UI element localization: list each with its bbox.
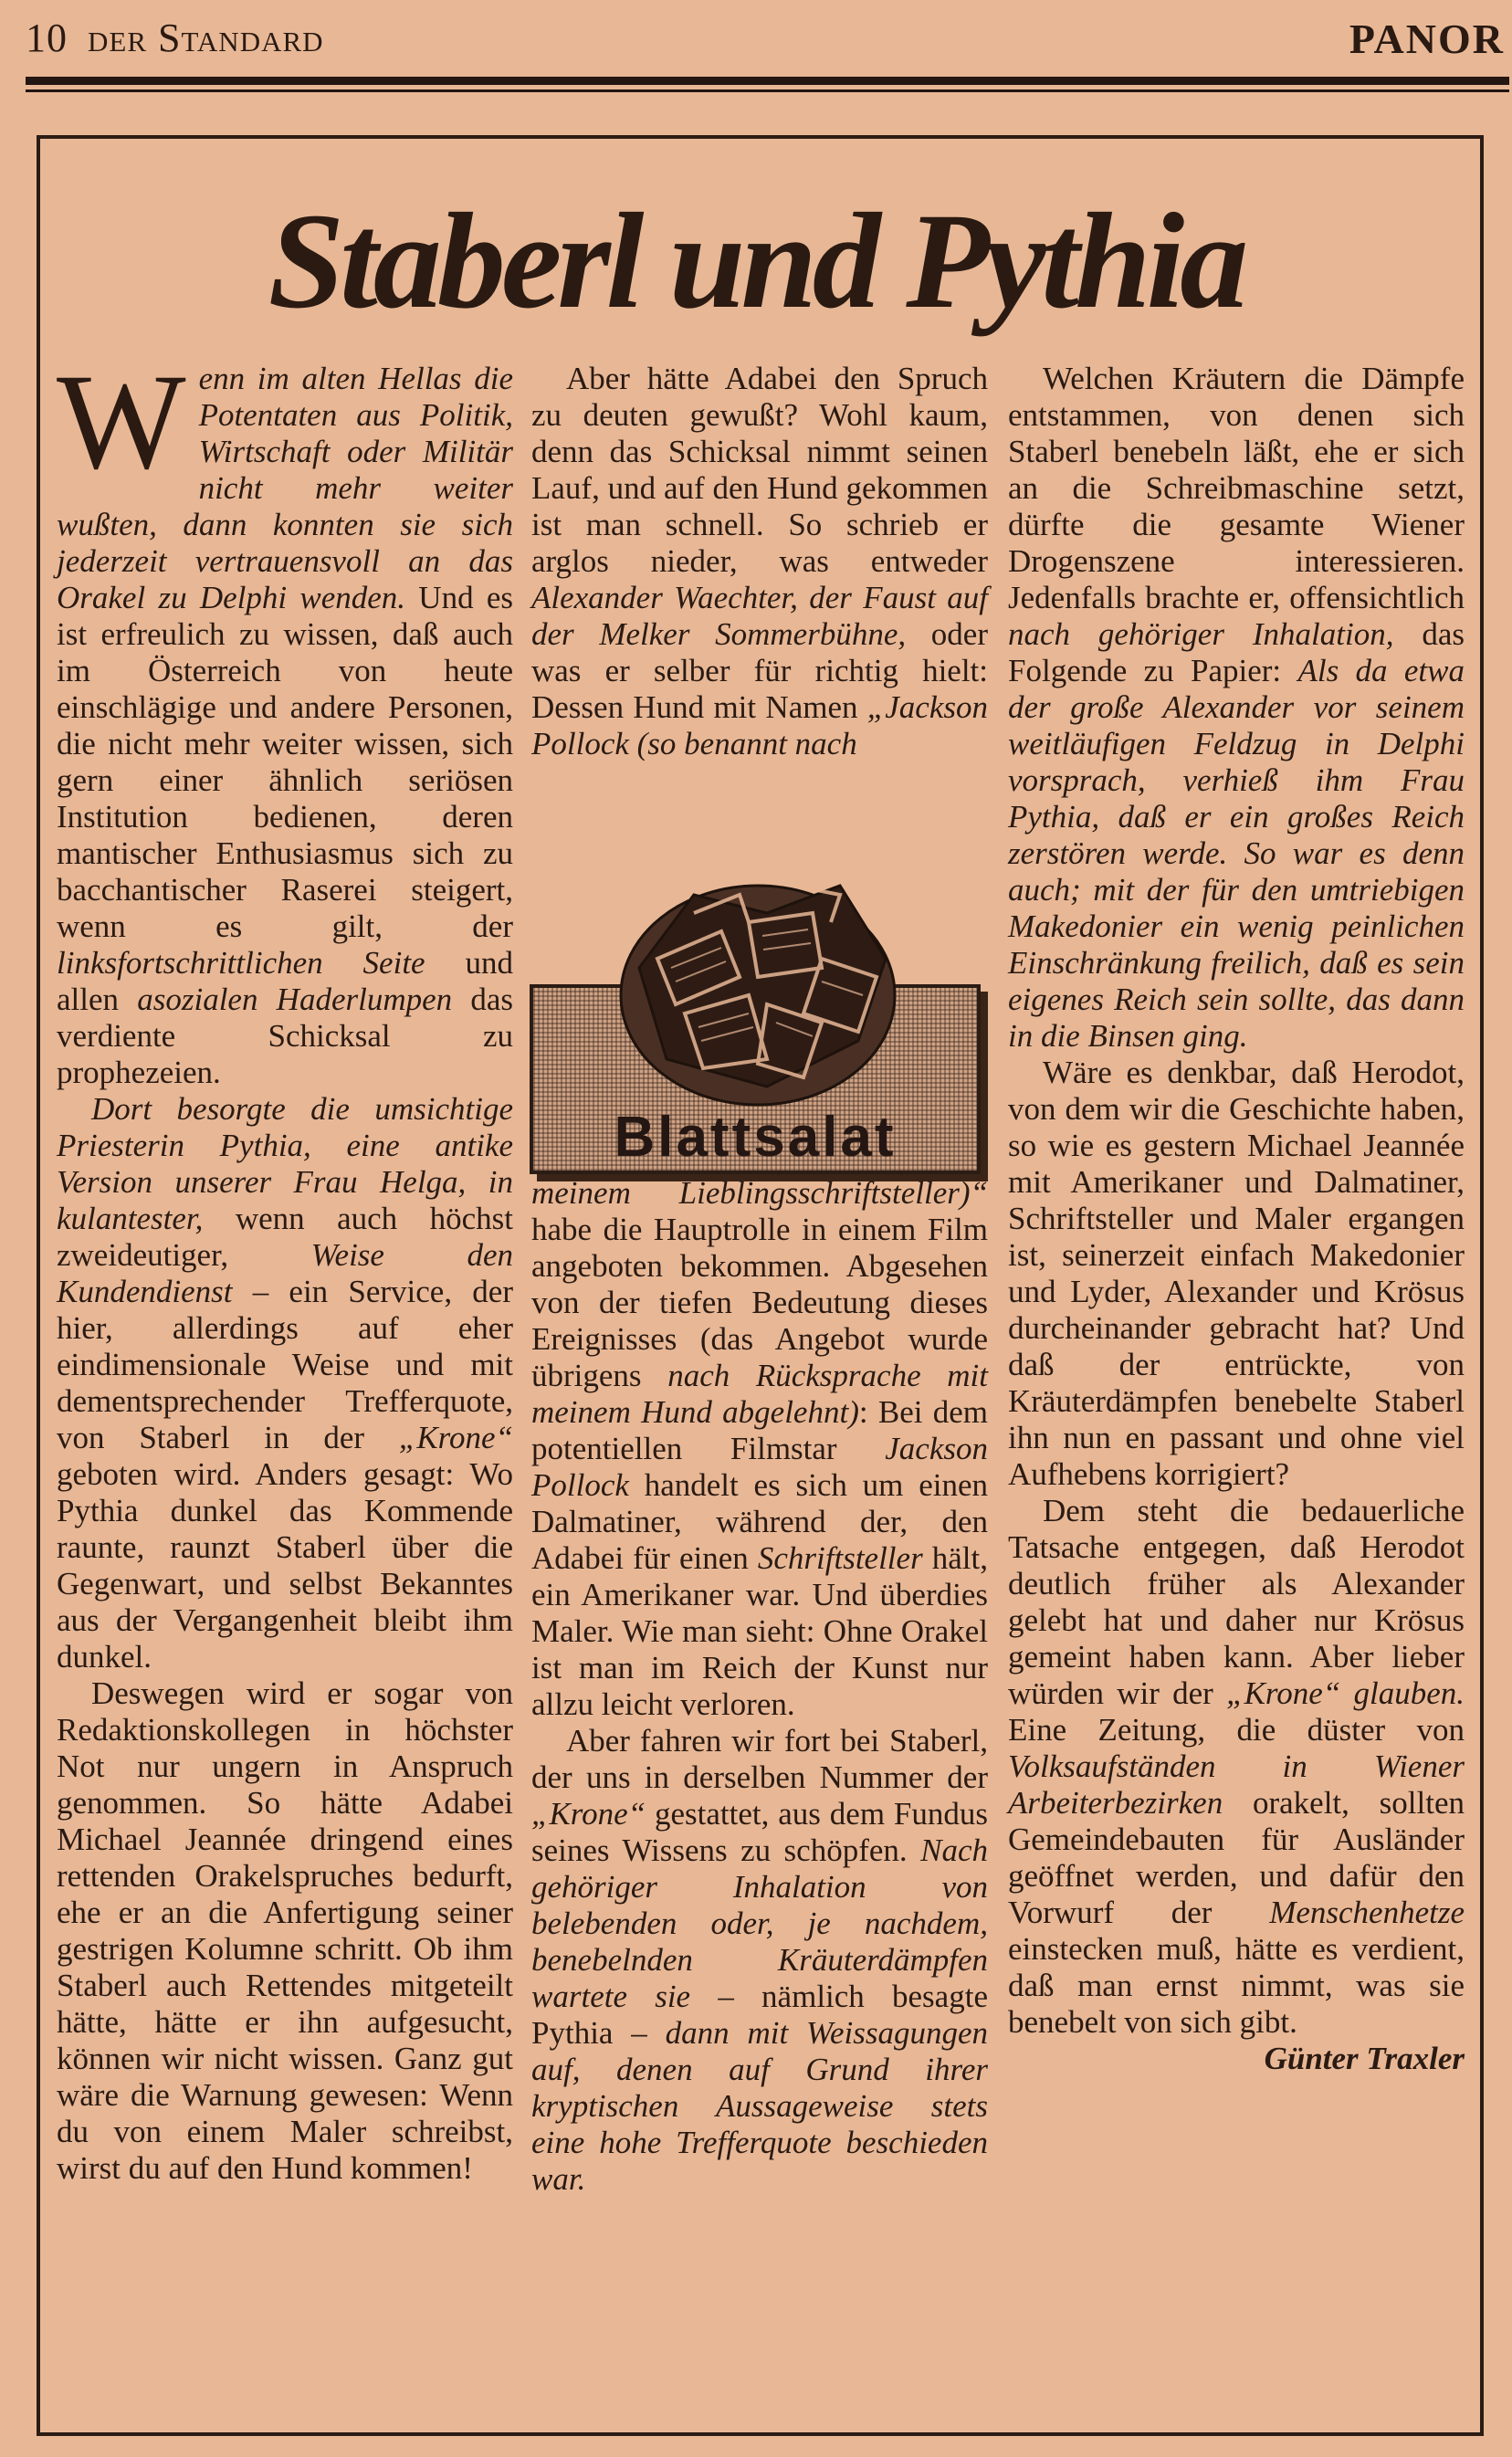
paragraph: Wäre es denkbar, daß Herodot, von dem wir die Geschichte haben, so wie es gestern Michael Jeannée mit Amerikaner und Dalmatiner, Schriftsteller und Maler ergangen ist, seinerzeit einfach Makedonier und Lyder, Alexander und Krösus durcheinander gebracht hat? Und daß der entrückte, von Kräuterdämpfen benebelte Staberl ihn nun en passant und ohne viel Aufhebens korrigiert? [1008,1055,1465,1492]
column-2-continued [531,1175,988,2198]
logo-label: Blattsalat [614,1106,897,1169]
masthead [26,7,1505,66]
section-name: PANOR [1349,16,1505,62]
paragraph: meinem Lieblingsschriftsteller)“ habe die Hauptrolle in einem Film angeboten bekommen. Abgesehen von der tiefen Bedeutung dieses Ereignisses (das Angebot wurde übrigens nach Rücksprache mit meinem Hund abgelehnt): Bei dem potentiellen Filmstar Jackson Pollock handelt es sich um einen Dalmatiner, während der, den Adabei für einen Schriftsteller hält, ein Amerikaner war. Und überdies Maler. Wie man sieht: Ohne Orakel ist man im Reich der Kunst nur allzu leicht verloren. [531,1175,989,1722]
newspaper-salad-icon [584,858,931,1123]
article-column-1 [57,346,513,2187]
article-headline: Staberl und Pythia [268,185,1244,337]
blattsalat-logo [530,858,986,1178]
newspaper-name: der Standard [88,16,324,60]
paragraph: Wenn im alten Hellas die Potentaten aus Politik, Wirtschaft oder Militär nicht mehr weiter wußten, dann konnten sie sich jederzeit vertrauensvoll an das Orakel zu Delphi wenden. Und es ist erfreulich zu wissen, daß auch im Österreich von heute einschlägige und andere Personen, die nicht mehr weiter wissen, sich gern einer ähnlich seriösen Institution bedienen, deren mantischer Enthusiasmus sich zu bacchantischer Raserei steigert, wenn es gilt, der linksfortschrittlichen Seite und allen asozialen Haderlumpen das verdiente Schicksal zu prophezeien. [57,346,513,1090]
author-byline: Günter Traxler [1264,2041,1465,2076]
article-column-3 [1008,361,1465,2077]
paragraph: Dem steht die bedauerliche Tatsache entgegen, daß Herodot deutlich früher als Alexander gelebt hat und daher nur Krösus gemeint haben kann. Aber lieber würden wir der „Krone“ glauben. Eine Zeitung, die düster von Volksaufständen in Wiener Arbeiterbezirken orakelt, sollten Gemeindebauten für Ausländer geöffnet werden, und dafür den Vorwurf der Menschenhetze einstecken muß, hätte es verdient, daß man ernst nimmt, was sie benebelt von sich gibt. [1008,1493,1465,2040]
page-number: 10 [26,16,68,60]
paragraph: Aber fahren wir fort bei Staberl, der uns in derselben Nummer der „Krone“ gestattet, aus dem Fundus seines Wissens zu schöpfen. Nach gehöriger Inhalation von belebenden oder, je nachdem, benebelnden Kräuterdämpfen wartete sie – nämlich besagte Pythia – dann mit Weissagungen auf, denen auf Grund ihrer kryptischen Aussageweise stets eine hohe Trefferquote beschieden war. [531,1723,988,2197]
paragraph: Deswegen wird er sogar von Redaktionskollegen in höchster Not nur ungern in Anspruch genommen. So hätte Adabei Michael Jeannée dringend eines rettenden Orakelspruches bedurft, ehe er an die Anfertigung seiner gestrigen Kolumne schritt. Ob ihm Staberl auch Rettendes mitgeteilt hätte, hätte er ihn aufgesucht, können wir nicht wissen. Ganz gut wäre die Warnung gewesen: Wenn du von einem Maler schreibst, wirst du auf den Hund kommen! [57,1675,513,2186]
header-rule-thick [26,77,1509,85]
header-rule-thin [26,89,1509,92]
paragraph: Welchen Kräutern die Dämpfe entstammen, von denen sich Staberl benebeln läßt, ehe er sich an die Schreibmaschine setzt, dürfte die gesamte Wiener Drogenszene interessieren. Jedenfalls brachte er, offensichtlich nach gehöriger Inhalation, das Folgende zu Papier: Als da etwa der große Alexander vor seinem weitläufigen Feldzug in Delphi vorsprach, verhieß ihm Frau Pythia, daß er ein großes Reich zerstören werde. So war es denn auch; mit der für den umtriebigen Makedonier ein wenig peinlichen Einschränkung freilich, daß es sein eigenes Reich sein sollte, das dann in die Binsen ging. [1008,361,1465,1054]
page-header [26,15,324,61]
paragraph: Aber hätte Adabei den Spruch zu deuten gewußt? Wohl kaum, denn das Schicksal nimmt seinen Lauf, und auf den Hund gekommen ist man schnell. So schrieb er arglos nieder, was entweder Alexander Waechter, der Faust auf der Melker Sommerbühne, oder was er selber für richtig hielt: Dessen Hund mit Namen „Jackson Pollock (so benannt nach [531,361,988,761]
drop-cap: W [57,346,186,498]
paragraph: Dort besorgte die umsichtige Priesterin Pythia, eine antike Version unserer Frau Helga, in kulantester, wenn auch höchst zweideutiger, Weise den Kundendienst – ein Service, der hier, allerdings auf eher eindimensionale Weise und mit dementsprechender Trefferquote, von Staberl in der „Krone“ geboten wird. Anders gesagt: Wo Pythia dunkel das Kommende raunte, raunzt Staberl über die Gegenwart, und selbst Bekanntes aus der Vergangenheit bleibt ihm dunkel. [57,1091,513,1675]
